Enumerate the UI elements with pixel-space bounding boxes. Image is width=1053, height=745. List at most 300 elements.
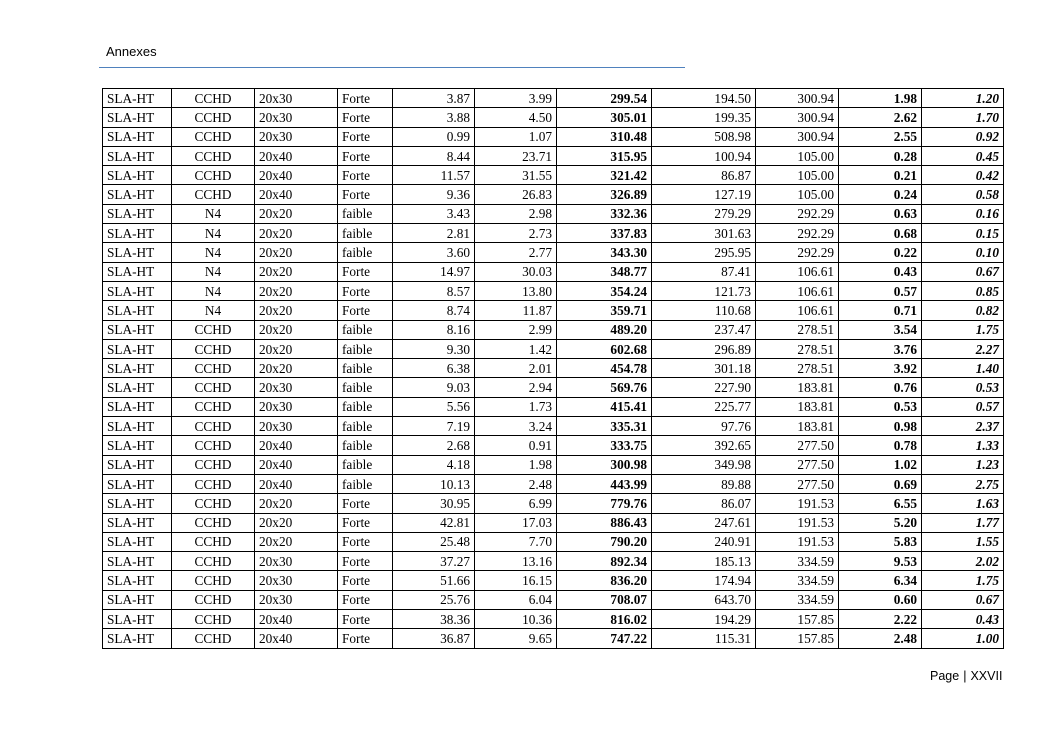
material-cell: CCHD (172, 378, 255, 397)
size-cell: 20x40 (255, 629, 338, 648)
value-e-cell: 277.50 (756, 474, 839, 493)
value-b-cell: 2.48 (475, 474, 557, 493)
material-cell: CCHD (172, 629, 255, 648)
value-c-cell: 892.34 (557, 552, 652, 571)
ratio-cell: 0.76 (839, 378, 922, 397)
value-c-cell: 333.75 (557, 436, 652, 455)
index-cell: 0.15 (922, 224, 1004, 243)
value-d-cell: 237.47 (652, 320, 756, 339)
product-cell: SLA-HT (103, 262, 172, 281)
material-cell: CCHD (172, 339, 255, 358)
material-cell: CCHD (172, 108, 255, 127)
table-row (103, 243, 1004, 262)
material-cell: N4 (172, 262, 255, 281)
value-d-cell: 86.87 (652, 166, 756, 185)
value-c-cell: 315.95 (557, 146, 652, 165)
value-b-cell: 13.16 (475, 552, 557, 571)
value-b-cell: 1.07 (475, 127, 557, 146)
size-cell: 20x20 (255, 359, 338, 378)
index-cell: 2.75 (922, 474, 1004, 493)
value-e-cell: 105.00 (756, 185, 839, 204)
value-a-cell: 37.27 (393, 552, 475, 571)
value-a-cell: 30.95 (393, 494, 475, 513)
table-row (103, 301, 1004, 320)
material-cell: CCHD (172, 417, 255, 436)
ratio-cell: 9.53 (839, 552, 922, 571)
value-a-cell: 3.60 (393, 243, 475, 262)
table-row (103, 89, 1004, 108)
value-a-cell: 6.38 (393, 359, 475, 378)
table-row (103, 590, 1004, 609)
table-row (103, 571, 1004, 590)
material-cell: CCHD (172, 89, 255, 108)
product-cell: SLA-HT (103, 532, 172, 551)
value-a-cell: 2.81 (393, 224, 475, 243)
value-d-cell: 194.50 (652, 89, 756, 108)
index-cell: 0.42 (922, 166, 1004, 185)
value-d-cell: 121.73 (652, 281, 756, 300)
value-d-cell: 279.29 (652, 204, 756, 223)
index-cell: 0.58 (922, 185, 1004, 204)
value-b-cell: 31.55 (475, 166, 557, 185)
material-cell: N4 (172, 281, 255, 300)
index-cell: 1.33 (922, 436, 1004, 455)
product-cell: SLA-HT (103, 89, 172, 108)
value-d-cell: 199.35 (652, 108, 756, 127)
size-cell: 20x30 (255, 590, 338, 609)
value-b-cell: 3.24 (475, 417, 557, 436)
value-b-cell: 6.99 (475, 494, 557, 513)
material-cell: CCHD (172, 320, 255, 339)
material-cell: CCHD (172, 494, 255, 513)
product-cell: SLA-HT (103, 204, 172, 223)
value-a-cell: 0.99 (393, 127, 475, 146)
value-c-cell: 343.30 (557, 243, 652, 262)
ratio-cell: 0.57 (839, 281, 922, 300)
product-cell: SLA-HT (103, 378, 172, 397)
value-e-cell: 106.61 (756, 262, 839, 281)
product-cell: SLA-HT (103, 243, 172, 262)
product-cell: SLA-HT (103, 224, 172, 243)
value-c-cell: 354.24 (557, 281, 652, 300)
value-a-cell: 9.03 (393, 378, 475, 397)
ratio-cell: 0.21 (839, 166, 922, 185)
intensity-cell: faible (338, 378, 393, 397)
value-e-cell: 334.59 (756, 590, 839, 609)
index-cell: 1.20 (922, 89, 1004, 108)
intensity-cell: Forte (338, 552, 393, 571)
ratio-cell: 3.92 (839, 359, 922, 378)
size-cell: 20x20 (255, 513, 338, 532)
intensity-cell: Forte (338, 629, 393, 648)
size-cell: 20x30 (255, 127, 338, 146)
value-d-cell: 225.77 (652, 397, 756, 416)
material-cell: CCHD (172, 185, 255, 204)
table-row (103, 185, 1004, 204)
value-a-cell: 25.76 (393, 590, 475, 609)
table-row (103, 417, 1004, 436)
table-row (103, 513, 1004, 532)
value-b-cell: 17.03 (475, 513, 557, 532)
table-row (103, 436, 1004, 455)
product-cell: SLA-HT (103, 185, 172, 204)
value-e-cell: 157.85 (756, 629, 839, 648)
size-cell: 20x30 (255, 89, 338, 108)
intensity-cell: Forte (338, 146, 393, 165)
value-b-cell: 6.04 (475, 590, 557, 609)
value-c-cell: 359.71 (557, 301, 652, 320)
value-e-cell: 105.00 (756, 146, 839, 165)
value-e-cell: 191.53 (756, 513, 839, 532)
page-footer (930, 669, 1002, 683)
value-b-cell: 30.03 (475, 262, 557, 281)
intensity-cell: faible (338, 397, 393, 416)
ratio-cell: 0.78 (839, 436, 922, 455)
index-cell: 2.37 (922, 417, 1004, 436)
index-cell: 0.45 (922, 146, 1004, 165)
value-b-cell: 2.01 (475, 359, 557, 378)
material-cell: N4 (172, 204, 255, 223)
value-a-cell: 3.87 (393, 89, 475, 108)
intensity-cell: Forte (338, 281, 393, 300)
value-d-cell: 247.61 (652, 513, 756, 532)
value-d-cell: 194.29 (652, 610, 756, 629)
value-a-cell: 9.36 (393, 185, 475, 204)
value-e-cell: 183.81 (756, 397, 839, 416)
value-e-cell: 334.59 (756, 552, 839, 571)
intensity-cell: faible (338, 243, 393, 262)
product-cell: SLA-HT (103, 108, 172, 127)
value-a-cell: 11.57 (393, 166, 475, 185)
material-cell: CCHD (172, 359, 255, 378)
ratio-cell: 0.53 (839, 397, 922, 416)
value-c-cell: 299.54 (557, 89, 652, 108)
size-cell: 20x20 (255, 320, 338, 339)
value-b-cell: 23.71 (475, 146, 557, 165)
value-d-cell: 185.13 (652, 552, 756, 571)
product-cell: SLA-HT (103, 629, 172, 648)
value-a-cell: 8.57 (393, 281, 475, 300)
value-b-cell: 13.80 (475, 281, 557, 300)
index-cell: 0.16 (922, 204, 1004, 223)
table-row (103, 378, 1004, 397)
size-cell: 20x30 (255, 108, 338, 127)
size-cell: 20x40 (255, 455, 338, 474)
value-c-cell: 335.31 (557, 417, 652, 436)
index-cell: 1.55 (922, 532, 1004, 551)
product-cell: SLA-HT (103, 474, 172, 493)
intensity-cell: Forte (338, 610, 393, 629)
index-cell: 1.63 (922, 494, 1004, 513)
intensity-cell: faible (338, 455, 393, 474)
value-e-cell: 278.51 (756, 339, 839, 358)
material-cell: CCHD (172, 397, 255, 416)
value-b-cell: 1.98 (475, 455, 557, 474)
ratio-cell: 0.68 (839, 224, 922, 243)
size-cell: 20x20 (255, 204, 338, 223)
table-row (103, 262, 1004, 281)
value-e-cell: 183.81 (756, 417, 839, 436)
value-e-cell: 292.29 (756, 243, 839, 262)
value-c-cell: 310.48 (557, 127, 652, 146)
page-separator: | (963, 669, 967, 683)
material-cell: CCHD (172, 146, 255, 165)
ratio-cell: 6.34 (839, 571, 922, 590)
value-a-cell: 8.44 (393, 146, 475, 165)
product-cell: SLA-HT (103, 590, 172, 609)
material-cell: CCHD (172, 590, 255, 609)
data-table (102, 88, 1004, 649)
index-cell: 0.10 (922, 243, 1004, 262)
intensity-cell: faible (338, 224, 393, 243)
value-d-cell: 508.98 (652, 127, 756, 146)
value-d-cell: 643.70 (652, 590, 756, 609)
page-number: XXVII (970, 669, 1003, 683)
ratio-cell: 1.02 (839, 455, 922, 474)
index-cell: 0.82 (922, 301, 1004, 320)
table-row (103, 320, 1004, 339)
size-cell: 20x40 (255, 610, 338, 629)
value-e-cell: 300.94 (756, 89, 839, 108)
value-c-cell: 348.77 (557, 262, 652, 281)
material-cell: N4 (172, 243, 255, 262)
ratio-cell: 2.22 (839, 610, 922, 629)
value-d-cell: 89.88 (652, 474, 756, 493)
table-body (103, 89, 1004, 649)
value-b-cell: 7.70 (475, 532, 557, 551)
material-cell: CCHD (172, 127, 255, 146)
index-cell: 1.77 (922, 513, 1004, 532)
size-cell: 20x40 (255, 166, 338, 185)
value-a-cell: 9.30 (393, 339, 475, 358)
size-cell: 20x40 (255, 474, 338, 493)
intensity-cell: Forte (338, 494, 393, 513)
value-b-cell: 16.15 (475, 571, 557, 590)
product-cell: SLA-HT (103, 455, 172, 474)
value-d-cell: 392.65 (652, 436, 756, 455)
value-b-cell: 1.73 (475, 397, 557, 416)
value-b-cell: 2.73 (475, 224, 557, 243)
size-cell: 20x30 (255, 397, 338, 416)
material-cell: N4 (172, 224, 255, 243)
index-cell: 0.67 (922, 262, 1004, 281)
value-c-cell: 326.89 (557, 185, 652, 204)
material-cell: CCHD (172, 610, 255, 629)
ratio-cell: 3.76 (839, 339, 922, 358)
value-e-cell: 277.50 (756, 455, 839, 474)
value-c-cell: 454.78 (557, 359, 652, 378)
index-cell: 1.75 (922, 571, 1004, 590)
ratio-cell: 0.22 (839, 243, 922, 262)
value-a-cell: 51.66 (393, 571, 475, 590)
value-d-cell: 115.31 (652, 629, 756, 648)
intensity-cell: faible (338, 436, 393, 455)
size-cell: 20x40 (255, 436, 338, 455)
intensity-cell: Forte (338, 127, 393, 146)
material-cell: CCHD (172, 571, 255, 590)
value-d-cell: 227.90 (652, 378, 756, 397)
intensity-cell: Forte (338, 301, 393, 320)
index-cell: 1.75 (922, 320, 1004, 339)
size-cell: 20x30 (255, 417, 338, 436)
value-e-cell: 300.94 (756, 127, 839, 146)
table-row (103, 552, 1004, 571)
ratio-cell: 0.24 (839, 185, 922, 204)
intensity-cell: Forte (338, 262, 393, 281)
value-a-cell: 42.81 (393, 513, 475, 532)
page-header-title: Annexes (106, 44, 157, 59)
material-cell: CCHD (172, 552, 255, 571)
value-a-cell: 2.68 (393, 436, 475, 455)
value-e-cell: 278.51 (756, 320, 839, 339)
value-e-cell: 334.59 (756, 571, 839, 590)
material-cell: N4 (172, 301, 255, 320)
value-e-cell: 300.94 (756, 108, 839, 127)
index-cell: 1.00 (922, 629, 1004, 648)
value-b-cell: 4.50 (475, 108, 557, 127)
ratio-cell: 1.98 (839, 89, 922, 108)
product-cell: SLA-HT (103, 436, 172, 455)
value-b-cell: 2.98 (475, 204, 557, 223)
ratio-cell: 0.69 (839, 474, 922, 493)
material-cell: CCHD (172, 532, 255, 551)
size-cell: 20x20 (255, 532, 338, 551)
value-d-cell: 296.89 (652, 339, 756, 358)
table-row (103, 166, 1004, 185)
value-e-cell: 292.29 (756, 224, 839, 243)
ratio-cell: 2.55 (839, 127, 922, 146)
value-c-cell: 708.07 (557, 590, 652, 609)
value-b-cell: 11.87 (475, 301, 557, 320)
value-b-cell: 3.99 (475, 89, 557, 108)
value-d-cell: 110.68 (652, 301, 756, 320)
value-a-cell: 14.97 (393, 262, 475, 281)
index-cell: 1.40 (922, 359, 1004, 378)
value-a-cell: 3.88 (393, 108, 475, 127)
value-e-cell: 277.50 (756, 436, 839, 455)
product-cell: SLA-HT (103, 513, 172, 532)
value-c-cell: 305.01 (557, 108, 652, 127)
value-c-cell: 602.68 (557, 339, 652, 358)
intensity-cell: Forte (338, 513, 393, 532)
product-cell: SLA-HT (103, 281, 172, 300)
ratio-cell: 0.98 (839, 417, 922, 436)
value-a-cell: 10.13 (393, 474, 475, 493)
index-cell: 1.23 (922, 455, 1004, 474)
table-row (103, 397, 1004, 416)
product-cell: SLA-HT (103, 359, 172, 378)
table-row (103, 532, 1004, 551)
index-cell: 0.85 (922, 281, 1004, 300)
index-cell: 0.43 (922, 610, 1004, 629)
value-c-cell: 816.02 (557, 610, 652, 629)
ratio-cell: 3.54 (839, 320, 922, 339)
material-cell: CCHD (172, 513, 255, 532)
value-c-cell: 321.42 (557, 166, 652, 185)
size-cell: 20x20 (255, 494, 338, 513)
value-c-cell: 415.41 (557, 397, 652, 416)
table-row (103, 474, 1004, 493)
ratio-cell: 2.62 (839, 108, 922, 127)
value-c-cell: 886.43 (557, 513, 652, 532)
value-b-cell: 26.83 (475, 185, 557, 204)
table-row (103, 108, 1004, 127)
value-a-cell: 8.16 (393, 320, 475, 339)
table-row (103, 224, 1004, 243)
value-a-cell: 8.74 (393, 301, 475, 320)
size-cell: 20x20 (255, 339, 338, 358)
intensity-cell: faible (338, 417, 393, 436)
material-cell: CCHD (172, 436, 255, 455)
index-cell: 2.27 (922, 339, 1004, 358)
ratio-cell: 5.83 (839, 532, 922, 551)
index-cell: 0.53 (922, 378, 1004, 397)
size-cell: 20x30 (255, 571, 338, 590)
value-b-cell: 9.65 (475, 629, 557, 648)
table-row (103, 127, 1004, 146)
index-cell: 0.92 (922, 127, 1004, 146)
size-cell: 20x20 (255, 281, 338, 300)
value-e-cell: 191.53 (756, 532, 839, 551)
value-c-cell: 337.83 (557, 224, 652, 243)
value-b-cell: 1.42 (475, 339, 557, 358)
index-cell: 0.57 (922, 397, 1004, 416)
size-cell: 20x30 (255, 378, 338, 397)
product-cell: SLA-HT (103, 127, 172, 146)
value-c-cell: 489.20 (557, 320, 652, 339)
intensity-cell: Forte (338, 532, 393, 551)
index-cell: 2.02 (922, 552, 1004, 571)
table-row (103, 146, 1004, 165)
value-c-cell: 332.36 (557, 204, 652, 223)
product-cell: SLA-HT (103, 320, 172, 339)
value-e-cell: 106.61 (756, 301, 839, 320)
table-row (103, 610, 1004, 629)
product-cell: SLA-HT (103, 571, 172, 590)
page-label: Page (930, 669, 960, 683)
value-e-cell: 278.51 (756, 359, 839, 378)
value-b-cell: 10.36 (475, 610, 557, 629)
index-cell: 0.67 (922, 590, 1004, 609)
size-cell: 20x30 (255, 552, 338, 571)
value-c-cell: 790.20 (557, 532, 652, 551)
ratio-cell: 0.60 (839, 590, 922, 609)
size-cell: 20x40 (255, 146, 338, 165)
value-d-cell: 174.94 (652, 571, 756, 590)
intensity-cell: Forte (338, 89, 393, 108)
value-d-cell: 86.07 (652, 494, 756, 513)
ratio-cell: 2.48 (839, 629, 922, 648)
value-a-cell: 36.87 (393, 629, 475, 648)
product-cell: SLA-HT (103, 166, 172, 185)
header-rule (99, 67, 685, 68)
size-cell: 20x20 (255, 262, 338, 281)
intensity-cell: Forte (338, 166, 393, 185)
value-a-cell: 4.18 (393, 455, 475, 474)
intensity-cell: Forte (338, 571, 393, 590)
value-d-cell: 349.98 (652, 455, 756, 474)
size-cell: 20x40 (255, 185, 338, 204)
product-cell: SLA-HT (103, 301, 172, 320)
table-row (103, 494, 1004, 513)
size-cell: 20x20 (255, 301, 338, 320)
intensity-cell: faible (338, 359, 393, 378)
value-e-cell: 106.61 (756, 281, 839, 300)
size-cell: 20x20 (255, 224, 338, 243)
table-row (103, 359, 1004, 378)
value-d-cell: 301.18 (652, 359, 756, 378)
value-c-cell: 569.76 (557, 378, 652, 397)
